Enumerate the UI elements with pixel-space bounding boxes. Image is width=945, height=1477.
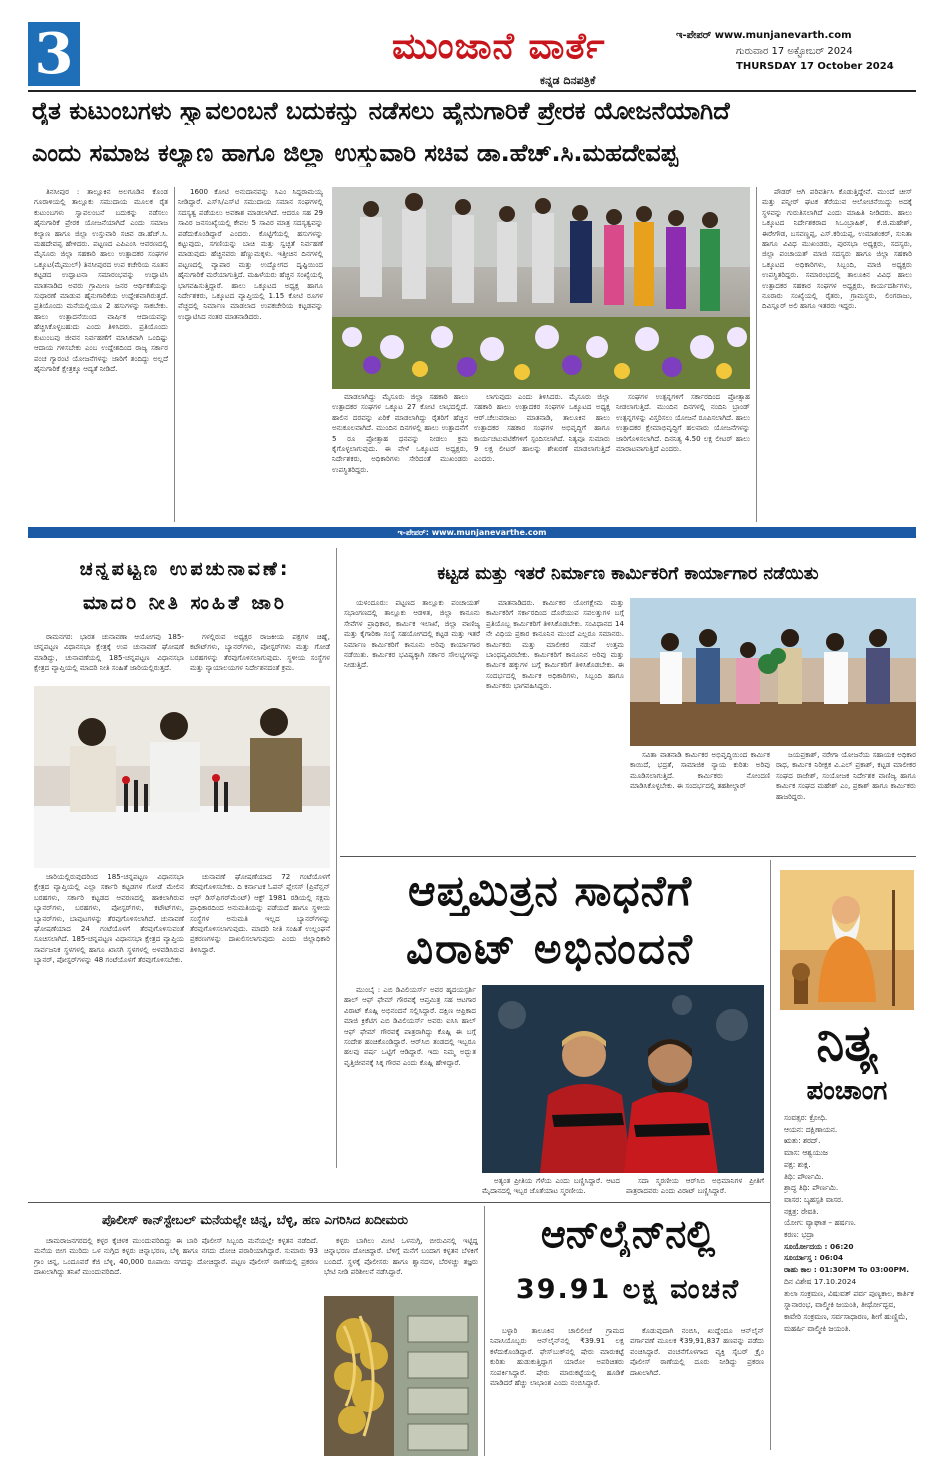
workers-column-2: ಮಾತನಾಡಿದರು. ಕಾರ್ಮಿಕರ ಯೋಗಕ್ಷೇಮ ಮತ್ತು ಕಾರ್ಮಿಕರಿಗೆ ಸರ್ಕಾರದಿಂದ ದೊರೆಯುವ ಸವಲತ್ತುಗಳ ಬಗ್ಗೆ ಪ್ರತಿಯೊಬ್ಬ ಕಾರ್ಮಿಕರಿಗೆ ತಿಳಿಸಿಕೊಡಬೇಕು. ಸಂವಿಧಾನದ 14 ನೇ ವಿಧಿಯ ಪ್ರಕಾರ ಕಾನೂನಿನ ಮುಂದೆ ಎಲ್ಲರೂ ಸಮಾನರು. ಕಾರ್ಮಿಕರು ಮತ್ತು ಮಾಲೀಕರ ನಡುವೆ ಉತ್ತಮ ಬಾಂಧವ್ಯವಿರಬೇಕು. ಕಾರ್ಮಿಕರಿಗೆ ಕಾನೂನಿನ ಅರಿವು ಮತ್ತು ಕಾರ್ಮಿಕ ಹಕ್ಕುಗಳ ಬಗ್ಗೆ ಕಾರ್ಮಿಕರಿಗೆ ತಿಳಿಸಿಕೊಡಬೇಕು. ಈ ಸಂದರ್ಭದಲ್ಲಿ ಕಾರ್ಮಿಕ ಅಧಿಕಾರಿಗಳು, ಸಿಬ್ಬಂದಿ ಹಾಗೂ ಕಾರ್ಮಿಕರು ಭಾಗವಹಿಸಿದ್ದರು. — [486, 598, 624, 691]
police-column-1: ಚಾಮರಾಜನಗರದಲ್ಲಿ ಕಳ್ಳರ ಕೈಚಳಕ ಮುಂದುವರಿದಿದ್ದು ಈ ಬಾರಿ ಪೊಲೀಸ್ ಸಿಬ್ಬಂದಿ ಮನೆಯಲ್ಲೇ ಕಳ್ಳತನ ನಡೆದಿದೆ. ಮನೆಯ ಬೀಗ ಮುರಿದು ಒಳ ನುಗ್ಗಿದ ಕಳ್ಳರು ಚಿನ್ನಾಭರಣ, ಬೆಳ್ಳಿ ಹಾಗೂ ನಗದು ದೋಚಿ ಪರಾರಿಯಾಗಿದ್ದಾರೆ. ಸುಮಾರು 93 ಗ್ರಾಂ ಚಿನ್ನ, ಒಂದೂವರೆ ಕೆಜಿ ಬೆಳ್ಳಿ, 40,000 ರೂಪಾಯಿ ನಗದನ್ನು ದೋಚಿದ್ದಾರೆ. ಪಟ್ಟಣ ಪೊಲೀಸ್ ಠಾಣೆಯಲ್ಲಿ ಪ್ರಕರಣ ದಾಖಲಾಗಿದ್ದು ತನಿಖೆ ಮುಂದುವರಿದಿದೆ. — [34, 1236, 318, 1277]
aptamitra-headline-2: ವಿರಾಟ್ ಅಭಿನಂದನೆ — [406, 924, 694, 973]
aptamitra-photo — [482, 985, 764, 1173]
panchanga-details — [784, 1112, 914, 1462]
aptamitra-column-2: ಅತ್ಯಂತ ಪ್ರೀತಿಯ ಗೆಳೆಯ ಎಂದು ಬಣ್ಣಿಸಿದ್ದಾರೆ. ಆಟದ ಮೈದಾನದಲ್ಲಿ ಇಬ್ಬರ ಜೊತೆಯಾಟ ಸ್ಮರಣೀಯ. — [482, 1176, 620, 1196]
channapatna-headline-1: ಚನ್ನಪಟ್ಟಣ ಉಪಚುನಾವಣೆ: — [79, 558, 291, 580]
page-number-box: 3 — [28, 22, 80, 86]
column-divider — [484, 1206, 485, 1456]
section-rule — [340, 856, 916, 857]
police-headline: ಪೊಲೀಸ್ ಕಾನ್‌ಸ್ಟೇಬಲ್ ಮನೆಯಲ್ಲೇ ಚಿನ್ನ, ಬೆಳ್ಳಿ, ಹಣ ಎಗರಿಸಿದ ಖದೀಮರು — [101, 1212, 409, 1227]
masthead-subtitle: ಕನ್ನಡ ದಿನಪತ್ರಿಕೆ — [540, 74, 596, 87]
column-divider — [174, 187, 175, 522]
channapatna-column-4: ಚುನಾವಣೆ ಘೋಷಣೆಯಾದ 72 ಗಂಟೆಯೊಳಗೆ ತೆರವುಗೊಳಿಸಬೇಕು. ದಿ ಕರ್ನಾಟಕ ಓಪನ್ ಪ್ಲೇಸಸ್ (ಪ್ರಿವೆನ್ಷನ್ ಆಫ್ ಡಿಸ್‌ಫಿಗರ್‌ಮೆಂಟ್) ಆಕ್ಟ್ 1981 ರಡಿಯಲ್ಲಿ ಸಕ್ಷಮ ಪ್ರಾಧಿಕಾರದಿಂದ ಅನುಮತಿಯನ್ನು ಪಡೆಯದೆ ಹಾಗೂ ಸ್ಥಳೀಯ ಸಂಸ್ಥೆಗಳ ಅನುಮತಿ ಇಲ್ಲದ ಬ್ಯಾನರ್‌ಗಳನ್ನು ತೆರವುಗೊಳಿಸಲಾಗುವುದು. ಮಾದರಿ ನೀತಿ ಸಂಹಿತೆ ಉಲ್ಲಂಘನೆ ಪ್ರಕರಣಗಳನ್ನು ದಾಖಲಿಸಲಾಗುವುದು ಎಂದು ಜಿಲ್ಲಾಧಿಕಾರಿ ತಿಳಿಸಿದ್ದಾರೆ. — [190, 872, 330, 954]
masthead-title: ಮುಂಜಾನೆ ವಾರ್ತೆ — [392, 26, 606, 67]
online-headline-1: ಆನ್‌ಲೈನ್‌ನಲ್ಲಿ — [540, 1212, 716, 1256]
aptamitra-column-1: ಮುಂಬೈ : ಎಬಿ ಡಿವಿಲಿಯರ್ಸ್ ಅವರ ಹೃದಯಸ್ಪರ್ಶಿ ಹಾಲ್ ಆಫ್ ಫೇಮ್ ಗೌರವಕ್ಕೆ ಆಪ್ತಮಿತ್ರ ಸಹ ಆಟಗಾರ ವಿರಾಟ್ ಕೊಹ್ಲಿ ಅಭಿನಂದನೆ ಸಲ್ಲಿಸಿದ್ದಾರೆ. ದಕ್ಷಿಣ ಆಫ್ರಿಕಾದ ಮಾಜಿ ಕ್ರಿಕೆಟಿಗ ಎಬಿ ಡಿವಿಲಿಯರ್ಸ್ ಅವರು ಐಸಿಸಿ ಹಾಲ್ ಆಫ್ ಫೇಮ್ ಗೌರವಕ್ಕೆ ಪಾತ್ರರಾಗಿದ್ದು ಕೊಹ್ಲಿ ಈ ಬಗ್ಗೆ ಸಂದೇಶ ಹಂಚಿಕೊಂಡಿದ್ದಾರೆ. ಆರ್‌ಸಿಬಿ ತಂಡದಲ್ಲಿ ಇಬ್ಬರೂ ಹಲವು ವರ್ಷ ಒಟ್ಟಿಗೆ ಆಡಿದ್ದಾರೆ. ಇದು ನಿಮ್ಮ ಅದ್ಭುತ ವೃತ್ತಿಜೀವನಕ್ಕೆ ಸಿಕ್ಕ ಗೌರವ ಎಂದು ಕೊಹ್ಲಿ ಹೇಳಿದ್ದಾರೆ. — [344, 985, 476, 1067]
online-headline-2: 39.91 ಲಕ್ಷ ವಂಚನೆ — [515, 1274, 741, 1305]
channapatna-photo — [34, 686, 330, 868]
masthead-date-kannada: ಗುರುವಾರ 17 ಅಕ್ಟೋಬರ್ 2024 — [736, 46, 853, 57]
section-rule — [28, 1202, 770, 1203]
panchanga-photo — [780, 870, 914, 1010]
lead-headline-1: ರೈತ ಕುಟುಂಬಗಳು ಸ್ವಾವಲಂಬನೆ ಬದುಕನ್ನು ನಡೆಸಲು ಹೈನುಗಾರಿಕೆ ಪ್ರೇರಕ ಯೋಜನೆಯಾಗಿದೆ — [32, 97, 730, 125]
panchanga-title-1: ನಿತ್ಯ — [816, 1014, 878, 1072]
e-paper-divider[interactable]: ಇ-ಪೇಪರ್: www.munjanevarthe.com — [28, 527, 916, 538]
panchanga-line: ಋತು: ಶರದ್. — [784, 1136, 821, 1146]
panchanga-line: ಯೋಗ: ವ್ಯಾಘಾತ – ಹರ್ಷಣ. — [784, 1218, 857, 1228]
lead-column-5: ಸಂಘಗಳ ಉತ್ಪನ್ನಗಳಿಗೆ ಸರ್ಕಾರದಿಂದ ಪ್ರೋತ್ಸಾಹ ನೀಡಲಾಗುತ್ತಿದೆ. ಮುಂದಿನ ದಿನಗಳಲ್ಲಿ ನಂದಿನಿ ಬ್ರಾಂಡ್ ಉತ್ಪನ್ನಗಳನ್ನು ವಿಸ್ತರಿಸಲು ಯೋಜನೆ ರೂಪಿಸಲಾಗಿದೆ. ಹಾಲು ಉತ್ಪಾದಕರ ಕ್ಷೇಮಾಭಿವೃದ್ಧಿಗೆ ಹಲವಾರು ಯೋಜನೆಗಳನ್ನು ಜಾರಿಗೊಳಿಸಲಾಗಿದೆ. ದಿನನಿತ್ಯ 4.50 ಲಕ್ಷ ಲೀಟರ್ ಹಾಲು ಮಾರಾಟವಾಗುತ್ತಿದೆ ಎಂದರು. — [616, 392, 750, 454]
lead-column-2: 1600 ಕೋಟಿ ಅನುದಾನವನ್ನು ಸಿಎಂ ಸಿದ್ದರಾಮಯ್ಯ ನೀಡಿದ್ದಾರೆ. ಎಸ್‌ಸಿ/ಎಸ್‌ಟಿ ಸಮುದಾಯ ಸಮಾನ ಸಂಘಗಳಲ್ಲಿ ಸದಸ್ಯತ್ವ ಪಡೆಯಲು ಅವಕಾಶ ಮಾಡಲಾಗಿದೆ. ಆದರೂ ಸಹ 29 ಸಾವಿರ ಜನಸಂಖ್ಯೆಯಲ್ಲಿ ಕೇವಲ 5 ಸಾವಿರ ಮಾತ್ರ ಸದಸ್ಯತ್ವವನ್ನು ಪಡೆದುಕೊಂಡಿದ್ದಾರೆ ಎಂದರು. ಕೊಟ್ಟಿಗೆಯಲ್ಲಿ ಹಸುಗಳನ್ನು ಕಟ್ಟುವುದು, ಸಗಣಿಯನ್ನು ಬಾಚಿ ಮತ್ತು ಸ್ವಚ್ಛತೆ ನಿರ್ವಹಣೆ ಮಾಡುವುದು ಹೆಚ್ಚಿನವರು ಹೆಣ್ಣುಮಕ್ಕಳು. ಇತ್ತೀಚಿನ ದಿನಗಳಲ್ಲಿ ಪಟ್ಟಣದಲ್ಲಿ ವ್ಯಾಪಾರ ಮತ್ತು ಉದ್ಯೋಗದ ದೃಷ್ಟಿಯಿಂದ ಹೈನುಗಾರಿಕೆ ಮರೆಯಾಗುತ್ತಿದೆ. ಮಹಿಳೆಯರು ಹೆಚ್ಚಿನ ಸಂಖ್ಯೆಯಲ್ಲಿ ಭಾಗವಹಿಸುತ್ತಿದ್ದಾರೆ. ಹಾಲು ಒಕ್ಕೂಟದ ಅಧ್ಯಕ್ಷ ಹಾಗೂ ನಿರ್ದೇಶಕರು, ಒಕ್ಕೂಟದ ವ್ಯಾಪ್ತಿಯಲ್ಲಿ 1.15 ಕೋಟಿ ರೂಗಳ ವೆಚ್ಚದಲ್ಲಿ ನಿರ್ಮಾಣ ಮಾಡಲಾದ ಉಪಕಚೇರಿಯ ಕಟ್ಟಡವನ್ನು ಉದ್ಘಾಟಿಸಿದ ನಂತರ ಮಾತನಾಡಿದರು. — [178, 187, 323, 321]
police-photo — [324, 1296, 478, 1456]
lead-photo-illustration — [332, 187, 750, 389]
column-divider — [336, 548, 337, 1168]
panchanga-line: ಸಂವತ್ಸರ: ಕ್ರೋಧಿ. — [784, 1113, 828, 1122]
gold-cash-illustration — [324, 1296, 478, 1456]
channapatna-column-1: ರಾಮನಗರ: ಭಾರತ ಚುನಾವಣಾ ಆಯೋಗವು 185-ಚನ್ನಪಟ್ಟಣ ವಿಧಾನಸಭಾ ಕ್ಷೇತ್ರಕ್ಕೆ ಉಪ ಚುನಾವಣೆ ಘೋಷಣೆ ಮಾಡಿದ್ದು, ಚುನಾವಣೆಯಲ್ಲಿ 185-ಚನ್ನಪಟ್ಟಣ ವಿಧಾನಸಭಾ ಕ್ಷೇತ್ರದ ವ್ಯಾಪ್ತಿಯಲ್ಲಿ ಮಾದರಿ ನೀತಿ ಸಂಹಿತೆ ಜಾರಿಯಲ್ಲಿರುತ್ತದೆ. — [34, 632, 184, 673]
lead-column-3: ಮಾಡಲಾಗಿದ್ದು ಮೈಸೂರು ಜಿಲ್ಲಾ ಸಹಕಾರಿ ಹಾಲು ಉತ್ಪಾದಕರ ಸಂಘಗಳ ಒಕ್ಕೂಟ 27 ಕೋಟಿ ಲಾಭದಲ್ಲಿದೆ. ಹಾಲಿನ ದರವನ್ನು ಏರಿಕೆ ಮಾಡಲಾಗಿದ್ದು ರೈತರಿಗೆ ಹೆಚ್ಚಿನ ಅನುಕೂಲವಾಗಿದೆ. ಮುಂದಿನ ದಿನಗಳಲ್ಲಿ ಹಾಲು ಉತ್ಪಾದನೆಗೆ 5 ರೂ ಪ್ರೋತ್ಸಾಹ ಧನವನ್ನು ನೀಡಲು ಕ್ರಮ ಕೈಗೊಳ್ಳಲಾಗುವುದು. ಈ ವೇಳೆ ಒಕ್ಕೂಟದ ಅಧ್ಯಕ್ಷರು, ನಿರ್ದೇಶಕರು, ಅಧಿಕಾರಿಗಳು ಸೇರಿದಂತೆ ಮುಖಂಡರು ಉಪಸ್ಥಿತರಿದ್ದರು. — [332, 392, 468, 474]
workers-column-4: ಜಯಪ್ರಕಾಶ್, ನರೇಗಾ ಯೋಜನೆಯ ಸಹಾಯಕ ಅಧಿಕಾರ ರಾಧ, ಕಾರ್ಮಿಕ ನಿರೀಕ್ಷಕ ವಿ.ಎಲ್ ಪ್ರಕಾಶ್, ಕಟ್ಟಡ ಮಾಲೀಕರ ಸಂಘದ ರಾಜೇಶ್, ಸಂಯೋಜಕ ನಿರ್ದೇಶಕ ವಾಣಿಜ್ಯ ಹಾಗೂ ಕಾರ್ಮಿಕ ಸಂಘದ ಮಹೇಶ್ ಎಂ, ಪ್ರಕಾಶ್ ಹಾಗೂ ಕಾರ್ಮಿಕರು ಹಾಜರಿದ್ದರು. — [776, 750, 916, 801]
masthead-date-english: THURSDAY 17 October 2024 — [736, 61, 894, 72]
workers-column-1: ಯಳಂದೂರು: ಪಟ್ಟಣದ ತಾಲ್ಲೂಕು ಪಂಚಾಯತ್ ಸಭಾಂಗಣದಲ್ಲಿ ತಾಲ್ಲೂಕು ಆಡಳಿತ, ಜಿಲ್ಲಾ ಕಾನೂನು ಸೇವೆಗಳ ಪ್ರಾಧಿಕಾರ, ಕಾರ್ಮಿಕ ಇಲಾಖೆ, ಜಿಲ್ಲಾ ವಾಣಿಜ್ಯ ಮತ್ತು ಕೈಗಾರಿಕಾ ಸಂಸ್ಥೆ ಸಹಯೋಗದಲ್ಲಿ ಕಟ್ಟಡ ಮತ್ತು ಇತರೆ ನಿರ್ಮಾಣ ಕಾರ್ಮಿಕರಿಗೆ ಕಾನೂನು ಅರಿವು ಕಾರ್ಯಾಗಾರ ನಡೆಯಿತು. ಕಾರ್ಮಿಕರ ಭವಿಷ್ಯಕ್ಕಾಗಿ ಸರ್ಕಾರ ಸೌಲಭ್ಯಗಳನ್ನು ನೀಡುತ್ತಿದೆ. — [344, 598, 480, 670]
workshop-illustration — [630, 598, 916, 746]
panchanga-line: ದಿನ ವಿಶೇಷ 17.10.2024 — [784, 1276, 857, 1286]
saint-illustration — [780, 870, 914, 1010]
channapatna-headline-2: ಮಾದರಿ ನೀತಿ ಸಂಹಿತೆ ಜಾರಿ — [83, 592, 287, 614]
channapatna-column-3: ಜಾರಿಯಲ್ಲಿರುವುದರಿಂದ 185-ಚನ್ನಪಟ್ಟಣ ವಿಧಾನಸಭಾ ಕ್ಷೇತ್ರದ ವ್ಯಾಪ್ತಿಯಲ್ಲಿ ಎಲ್ಲಾ ಸರ್ಕಾರಿ ಕಟ್ಟಡಗಳ ಗೋಡೆ ಮೇಲಿನ ಬರಹಗಳು, ಸರ್ಕಾರಿ ಕಟ್ಟಡದ ಆವರಣದಲ್ಲಿ ಹಾಕಲಾಗಿರುವ ಬ್ಯಾನರ್‌ಗಳು, ಬರಹಗಳು, ಪೋಸ್ಟರ್‌ಗಳು, ಕಟೌಟ್‌ಗಳು, ಬ್ಯಾನರ್‌ಗಳು, ಬಾವುಟಗಳನ್ನು ತೆರವುಗೊಳಿಸಲಾಗಿದೆ. ಚುನಾವಣೆ ಘೋಷಣೆಯಾದ 24 ಗಂಟೆಯೊಳಗೆ ತೆರವುಗೊಳಿಸುವಂತೆ ಸೂಚಿಸಲಾಗಿದೆ. 185-ಚನ್ನಪಟ್ಟಣ ವಿಧಾನಸಭಾ ಕ್ಷೇತ್ರದ ವ್ಯಾಪ್ತಿಯ ಸಾರ್ವಜನಿಕ ಸ್ಥಳಗಳಲ್ಲಿ ಹಾಗೂ ಖಾಸಗಿ ಸ್ಥಳಗಳಲ್ಲಿ ಅಳವಡಿಸಿರುವ ಬ್ಯಾನರ್, ಪೋಸ್ಟರ್‌ಗಳನ್ನು 48 ಗಂಟೆಯೊಳಗೆ ತೆರವುಗೊಳಿಸಬೇಕು. — [34, 872, 184, 965]
masthead-rule — [28, 90, 916, 92]
channapatna-column-2: ಗಳಲ್ಲಿರುವ ಅಧ್ಯಕ್ಷರ ರಾಜಕೀಯ ಪಕ್ಷಗಳ ಚಿಹ್ನೆ, ಕಟೌಟ್‌ಗಳು, ಬ್ಯಾನರ್‌ಗಳು, ಪೋಸ್ಟರ್‌ಗಳು ಮತ್ತು ಗೋಡೆ ಬರಹಗಳನ್ನು ತೆರವುಗೊಳಿಸಲಾಗುವುದು. ಸ್ಥಳೀಯ ಸಂಸ್ಥೆಗಳ ಮತ್ತು ನ್ಯಾಯಾಲಯಗಳ ನಿರ್ದೇಶನದಂತೆ ಕ್ರಮ. — [190, 632, 330, 673]
panchanga-line: ತುಲಾ ಸಂಕ್ರಮಣ, ವಿಷುವತ್ ಪರ್ವ ಪುಣ್ಯಕಾಲ, ಕಾರ್ತಿಕ ಸ್ನಾನಾರಂಭ, ವಾಲ್ಮೀಕಿ ಜಯಂತಿ, ತೀರ್ಥೋದ್ಭವ, ಕಾವೇರಿ ಸಂಕ್ರಮಣ, ಸರ್ವಸಾಧಾರಣ, ಶೀಗೆ ಹುಣ್ಣಿಮೆ, ಮಹರ್ಷಿ ವಾಲ್ಮೀಕಿ ಜಯಂತಿ. — [784, 1288, 914, 1333]
masthead-website[interactable]: ಇ-ಪೇಪರ್ www.munjanevarth.com — [676, 30, 852, 41]
online-column-1: ಬಳ್ಳಾರಿ ತಾಲೂಕಿನ ಚಾಲಿಲೀಚೆ ಗ್ರಾಮದ ನಿವಾಸಿಯೊಬ್ಬರು ಆನ್‌ಲೈನ್‌ನಲ್ಲಿ ₹39.91 ಲಕ್ಷ ಕಳೆದುಕೊಂಡಿದ್ದಾರೆ. ಫೇಸ್‌ಬುಕ್‌ನಲ್ಲಿ ಷೇರು ಮಾರುಕಟ್ಟೆ ಕುರಿತು ಹುಡುಕುತ್ತಿದ್ದಾಗ ಯಾರೋ ಅಪರಿಚಿತರು ಸಂಪರ್ಕಿಸಿದ್ದಾರೆ. ಷೇರು ಮಾರುಕಟ್ಟೆಯಲ್ಲಿ ಹೂಡಿಕೆ ಮಾಡಿದರೆ ಹೆಚ್ಚು ಲಾಭಾಂಶ ಎಂದು ನಂಬಿಸಿದ್ದಾರೆ. — [490, 1326, 624, 1388]
online-column-2: ಕೊಡುವುದಾಗಿ ನಂಬಿಸಿ, ಖುದ್ದೆಂದೂ ಆನ್‌ಲೈನ್‌ ವರ್ಗಾವಣೆ ಮೂಲಕ ₹39,91,837 ಹಣವನ್ನು ಪಡೆದು ವಂಚಿಸಿದ್ದಾರೆ. ವಂಚನೆಗೊಳಗಾದ ವ್ಯಕ್ತಿ ಸೈಬರ್ ಕ್ರೈಂ ಪೊಲೀಸ್ ಠಾಣೆಯಲ್ಲಿ ದೂರು ನೀಡಿದ್ದು ಪ್ರಕರಣ ದಾಖಲಾಗಿದೆ. — [630, 1326, 764, 1377]
police-column-2: ಕಳ್ಳರು ಬಾಗಿಲು ಮೀಟಿ ಒಳನುಗ್ಗಿ, ಬೀರುವಿನಲ್ಲಿ ಇಟ್ಟಿದ್ದ ಚಿನ್ನಾಭರಣ ದೋಚಿದ್ದಾರೆ. ಬೆಳಿಗ್ಗೆ ಮನೆಗೆ ಬಂದಾಗ ಕಳ್ಳತನ ಬೆಳಕಿಗೆ ಬಂದಿದೆ. ಸ್ಥಳಕ್ಕೆ ಪೊಲೀಸರು ಹಾಗೂ ಶ್ವಾನದಳ, ಬೆರಳಚ್ಚು ತಜ್ಞರು ಭೇಟಿ ನೀಡಿ ಪರಿಶೀಲನೆ ನಡೆಸಿದ್ದಾರೆ. — [324, 1236, 478, 1277]
panchanga-line: ತಿಥಿ: ಪೌರ್ಣಮಿ. — [784, 1171, 824, 1181]
panchanga-title-2: ಪಂಚಾಂಗ — [806, 1076, 888, 1106]
cricketers-illustration — [482, 985, 764, 1173]
column-divider — [756, 187, 757, 522]
workers-column-3: ಸವಿತಾ ವಾತನಾಡಿ ಕಾರ್ಮಿಕರ ಅಭಿವೃದ್ಧಿಯಿಂದ ಕಾರ್ಮಿಕ ಕಾಯಿದೆ, ಭದ್ರತೆ, ಸಾಮಾಜಿಕ ನ್ಯಾಯ ಕುರಿತು ಅರಿವು ಮೂಡಿಸಲಾಗುತ್ತಿದೆ. ಕಾರ್ಮಿಕರು ನೋಂದಣಿ ಮಾಡಿಸಿಕೊಳ್ಳಬೇಕು. ಈ ಸಂದರ್ಭದಲ್ಲಿ ತಹಶೀಲ್ದಾರ್ — [630, 750, 770, 791]
panchanga-line: ರಾಹು ಕಾಲ : 01:30PM To 03:00PM. — [784, 1265, 910, 1275]
panchanga-line: ಕರಣ: ಭದ್ರಾ — [784, 1230, 815, 1240]
panchanga-line: ನಕ್ಷತ್ರ: ರೇವತಿ. — [784, 1206, 819, 1216]
panchanga-line: ಸೂರ್ಯಾಸ್ತ : 06:04 — [784, 1253, 844, 1263]
column-divider — [770, 860, 771, 1450]
panchanga-line: ಆಯನ: ದಕ್ಷಿಣಾಯನ. — [784, 1124, 838, 1134]
panchanga-line: ಸೂರ್ಯೋದಯ : 06:20 — [784, 1241, 854, 1251]
panchanga-line: ಶ್ರಾದ್ಧ ತಿಥಿ: ಪೌರ್ಣಮಿ. — [784, 1183, 839, 1193]
workers-photo — [630, 598, 916, 746]
lead-headline-2: ಎಂದು ಸಮಾಜ ಕಲ್ಯಾಣ ಹಾಗೂ ಜಿಲ್ಲಾ ಉಸ್ತುವಾರಿ ಸಚಿವ ಡಾ.ಹೆಚ್.ಸಿ.ಮಹದೇವಪ್ಪ — [32, 139, 678, 167]
panchanga-line: ಪಕ್ಷ: ಶುಕ್ಲ. — [784, 1159, 811, 1169]
lead-column-6: ಪೌಡರ್ ಆಗಿ ಪರಿವರ್ತಿಸಿ ಕೊಡುತ್ತಿದ್ದೇವೆ. ಮುಂದೆ ಚೀಸ್ ಮತ್ತು ಪನ್ನೀರ್ ಘಟಕ ತೆರೆಯುವ ಆಲೋಚನೆಯಿದ್ದು ಅದಕ್ಕೆ ಸ್ಥಳವನ್ನು ಗುರುತಿಸಲಾಗಿದೆ ಎಂದು ಮಾಹಿತಿ ನೀಡಿದರು. ಹಾಲು ಒಕ್ಕೂಟದ ನಿರ್ದೇಶಕರಾದ ಸಿಒಂಬ್ರಾಹಿಕ್, ಕೆ.ಜಿ.ಮಹೇಶ್, ಈರೇಗೌಡ, ಬಸವಣ್ಣಪ್ಪ, ಎಸ್.ಕರಿಯಪ್ಪ, ಉಮಾಶಂಕರ್, ಸುನಿತಾ ಹಾಗೂ ವಿವಿಧ ಮುಖಂಡರು, ಪುರಸಭಾ ಅಧ್ಯಕ್ಷರು, ಸದಸ್ಯರು, ಜಿಲ್ಲಾ ಪಂಚಾಯತ್ ಮಾಜಿ ಸದಸ್ಯರು ಹಾಗೂ ಜಿಲ್ಲಾ ಸಹಕಾರಿ ಒಕ್ಕೂಟದ ಅಧಿಕಾರಿಗಳು, ಸಿಬ್ಬಂದಿ, ಮಾಜಿ ಅಧ್ಯಕ್ಷರು ಉಪಸ್ಥಿತರಿದ್ದರು. ಸಮಾರಂಭದಲ್ಲಿ ತಾಲೂಕಿನ ವಿವಿಧ ಹಾಲು ಉತ್ಪಾದಕರ ಸಹಕಾರ ಸಂಘಗಳ ಅಧ್ಯಕ್ಷರು, ಕಾರ್ಯದರ್ಶಿಗಳು, ನೂರಾರು ಸಂಖ್ಯೆಯಲ್ಲಿ ರೈತರು, ಗ್ರಾಮಸ್ಥರು, ಲಿಂಗರಾಜು, ದಿವಿಸ್ಲೂರ್ ಅಲಿ ಹಾಗೂ ಇತರರು ಇದ್ದರು. — [762, 187, 912, 311]
panchanga-line: ವಾಸರ: ಬೃಹಸ್ಪತಿ ವಾಸರ. — [784, 1194, 844, 1204]
workers-headline: ಕಟ್ಟಡ ಮತ್ತು ಇತರೆ ನಿರ್ಮಾಣ ಕಾರ್ಮಿಕರಿಗೆ ಕಾರ್ಯಾಗಾರ ನಡೆಯಿತು — [437, 564, 819, 584]
lead-photo — [332, 187, 750, 389]
lead-column-4: ಲಾಗುವುದು ಎಂದು ತಿಳಿಸಿದರು. ಮೈಸೂರು ಜಿಲ್ಲಾ ಸಹಕಾರಿ ಹಾಲು ಉತ್ಪಾದಕರ ಸಂಘಗಳ ಒಕ್ಕೂಟದ ಅಧ್ಯಕ್ಷ ಆರ್.ಚೆಲುವರಾಜು ಮಾತನಾಡಿ, ತಾಲೂಕಿನ ಹಾಲು ಉತ್ಪಾದಕರ ಸಹಕಾರ ಸಂಘಗಳ ಅಭಿವೃದ್ಧಿಗೆ ಹಾಗೂ ಕಾರ್ಯಚಟುವಟಿಕೆಗಳಿಗೆ ಸ್ಪಂದಿಸಲಾಗಿದೆ. ನಿತ್ಯವೂ ಸುಮಾರು 9 ಲಕ್ಷ ಲೀಟರ್ ಹಾಲನ್ನು ಶೇಖರಣೆ ಮಾಡಲಾಗುತ್ತಿದೆ ಎಂದರು. — [474, 392, 610, 464]
aptamitra-headline-1: ಆಪ್ತಮಿತ್ರನ ಸಾಧನೆಗೆ — [407, 866, 693, 915]
panchanga-line: ಮಾಸ: ಆಶ್ವಯುಜ — [784, 1148, 828, 1158]
press-meet-illustration — [34, 686, 330, 868]
aptamitra-column-3: ಸದಾ ಸ್ಮರಣೀಯ ಆರ್‌ಸಿಬಿ ಅಭಿಮಾನಿಗಳ ಪ್ರೀತಿಗೆ ಪಾತ್ರರಾದವರು ಎಂದು ವಿರಾಟ್ ಬಣ್ಣಿಸಿದ್ದಾರೆ. — [626, 1176, 764, 1196]
lead-column-1: ತಿನಸೀಪುರ : ತಾಲ್ಲೂಕಿನ ಅಲಗೂಡಿನ ಕೊಂಡ ಗೂರಾಳಿಯಲ್ಲಿ ತಾಲ್ಲೂಕು ಸಮುದಾಯ ಮೂಲಕ ರೈತ ಕುಟುಂಬಗಳು ಸ್ವಾವಲಂಬನೆ ಬದುಕನ್ನು ನಡೆಸಲು ಹೈನುಗಾರಿಕೆ ಪ್ರೇರಕ ಯೋಜನೆಯಾಗಿದೆ ಎಂದು ಸಮಾಜ ಕಲ್ಯಾಣ ಹಾಗೂ ಜಿಲ್ಲಾ ಉಸ್ತುವಾರಿ ಸಚಿವ ಡಾ.ಹೆಚ್.ಸಿ. ಮಹದೇವಪ್ಪ ಹೇಳಿದರು. ಪಟ್ಟಣದ ಎಪಿಎಂಸಿ ಆವರಣದಲ್ಲಿ ಮೈಸೂರು ಜಿಲ್ಲಾ ಸಹಕಾರಿ ಹಾಲು ಉತ್ಪಾದಕರ ಸಂಘಗಳ ಒಕ್ಕೂಟ(ಮೈಮುಲ್) ತಿನಸೀಪುರದ ಉಪ ಕಚೇರಿಯ ನೂತನ ಕಟ್ಟಡದ ಉದ್ಘಾಟನಾ ಸಮಾರಂಭವನ್ನು ಉದ್ಘಾಟಿಸಿ ಮಾತನಾಡಿದ ಅವರು ಗ್ರಾಮೀಣ ಜನರ ಆರ್ಥಿಕತೆಯನ್ನು ಸುಧಾರಣೆ ಮಾಡುವ ಹೈನುಗಾರಿಕೆಯ ಉದ್ದೇಶವಾಗಿರುತ್ತದೆ. ಪ್ರತಿಯೊಂದು ಮನೆಯಲ್ಲಿಯೂ 2 ಹಸುಗಳನ್ನು ಸಾಕಬೇಕು. ಹಾಲು ಉತ್ಪಾದನೆಯಿಂದ ವಾರ್ಷಿಕ ಆದಾಯವನ್ನು ಹೆಚ್ಚಿಸಿಕೊಳ್ಳಬಹುದು ಎಂದು ತಿಳಿಸಿದರು. ಪ್ರತಿಯೊಂದು ಕುಟುಂಬವು ಜೀವನ ನಿರ್ವಹಣೆಗೆ ಮಾಸಿಕವಾಗಿ ಒಂದಿಷ್ಟು ಆದಾಯ ಗಳಿಸಬೇಕು ಎಂಬ ಉದ್ದೇಶದಿಂದ ರಾಜ್ಯ ಸರ್ಕಾರ ಪಂಚ ಗ್ಯಾರಂಟಿ ಯೋಜನೆಗಳನ್ನು ಜಾರಿಗೆ ತಂದಿದ್ದು ಅಲ್ಲದೆ ಹೈನುಗಾರಿಕೆ ಕ್ಷೇತ್ರಕ್ಕೂ ಆದ್ಯತೆ ನೀಡಿದೆ. — [34, 187, 168, 373]
